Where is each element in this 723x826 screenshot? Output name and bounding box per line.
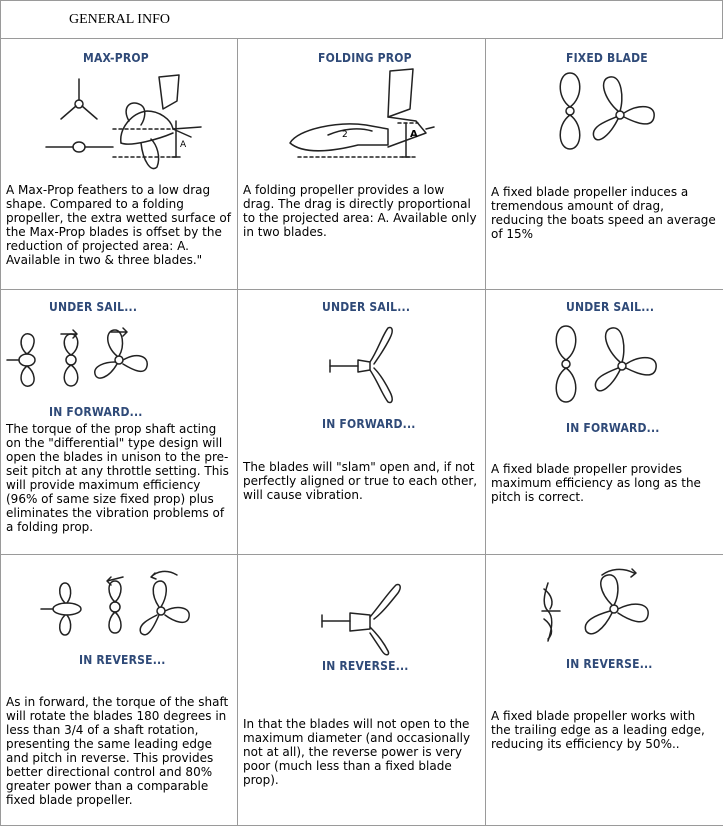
cell-fixed-forward [486, 290, 723, 555]
fixed-under-sail-caption: UNDER SAIL... [566, 300, 655, 314]
folding-reverse-description: In that the blades will not open to the maximum diameter (and occasionally not at all), the reverse power is very poor (much less than a fixed blade prop). [243, 717, 471, 787]
folding-in-forward-caption: IN FORWARD... [322, 417, 416, 431]
cell-fixed-blade [486, 39, 723, 290]
fixed-in-forward-caption: IN FORWARD... [566, 421, 660, 435]
max-prop-forward-description: The torque of the prop shaft acting on the "differential" type design will open the blades in unison to the pre-seit pitch at any throttle setting. This will provide maximum efficiency (96% of same size fixed prop) plus eliminates the vibration problems of a folding prop. [6, 422, 229, 534]
cell-fixed-reverse [486, 555, 723, 826]
max-prop-caption: MAX-PROP [83, 51, 149, 65]
fixed-forward-description: A fixed blade propeller provides maximum efficiency as long as the pitch is correct. [491, 462, 701, 504]
max-prop-under-sail-caption: UNDER SAIL... [49, 300, 138, 314]
max-prop-in-reverse-caption: IN REVERSE... [79, 653, 166, 667]
max-prop-a-label: A [180, 140, 187, 150]
page-title: GENERAL INFO [69, 12, 170, 27]
propeller-comparison-table [0, 38, 723, 826]
folding-under-sail-caption: UNDER SAIL... [322, 300, 411, 314]
fixed-reverse-description: A fixed blade propeller works with the trailing edge as a leading edge, reducing its efficiency by 50%.. [491, 709, 705, 751]
fixed-blade-illustration [486, 39, 723, 169]
cell-max-prop-reverse [1, 555, 238, 826]
folding-prop-a-label: A [410, 129, 418, 140]
fixed-reverse-illustration [486, 555, 723, 665]
folding-prop-caption: FOLDING PROP [318, 51, 412, 65]
table-row-reverse [1, 555, 723, 826]
folding-reverse-illustration [238, 555, 486, 665]
folding-prop-description: A folding propeller provides a low drag. The drag is directly proportional to the projected area: A. Available only in two blades. [243, 183, 477, 239]
cell-folding-forward [238, 290, 486, 555]
folding-prop-illustration [238, 39, 486, 169]
folding-forward-illustration [238, 290, 486, 420]
max-prop-description: A Max-Prop feathers to a low drag shape. Compared to a folding propeller, the extra wetted surface of the Max-Prop blades is offset by the reduction of projected area: A. Available in two & three blades." [6, 183, 231, 267]
fixed-blade-description: A fixed blade propeller induces a tremendous amount of drag, reducing the boats speed an average of 15% [491, 185, 716, 241]
table-row-overview [1, 39, 723, 290]
cell-folding-reverse [238, 555, 486, 826]
cell-folding-prop [238, 39, 486, 290]
max-prop-in-forward-caption: IN FORWARD... [49, 405, 143, 419]
cell-max-prop [1, 39, 238, 290]
folding-prop-2-label: 2 [342, 130, 348, 140]
folding-in-reverse-caption: IN REVERSE... [322, 659, 409, 673]
table-row-forward [1, 290, 723, 555]
cell-max-prop-forward [1, 290, 238, 555]
max-prop-forward-illustration [1, 290, 238, 410]
fixed-forward-illustration [486, 290, 723, 420]
folding-forward-description: The blades will "slam" open and, if not perfectly aligned or true to each other, will cause vibration. [243, 460, 478, 502]
fixed-in-reverse-caption: IN REVERSE... [566, 657, 653, 671]
max-prop-reverse-illustration [1, 555, 238, 655]
general-info-header [0, 0, 723, 39]
max-prop-illustration [1, 39, 238, 169]
fixed-blade-caption: FIXED BLADE [566, 51, 648, 65]
max-prop-reverse-description: As in forward, the torque of the shaft will rotate the blades 180 degrees in less than 3/4 of a shaft rotation, presenting the same leading edge and pitch in reverse. This provides better directional control and 80% greater power than a comparable fixed blade propeller. [6, 695, 229, 807]
